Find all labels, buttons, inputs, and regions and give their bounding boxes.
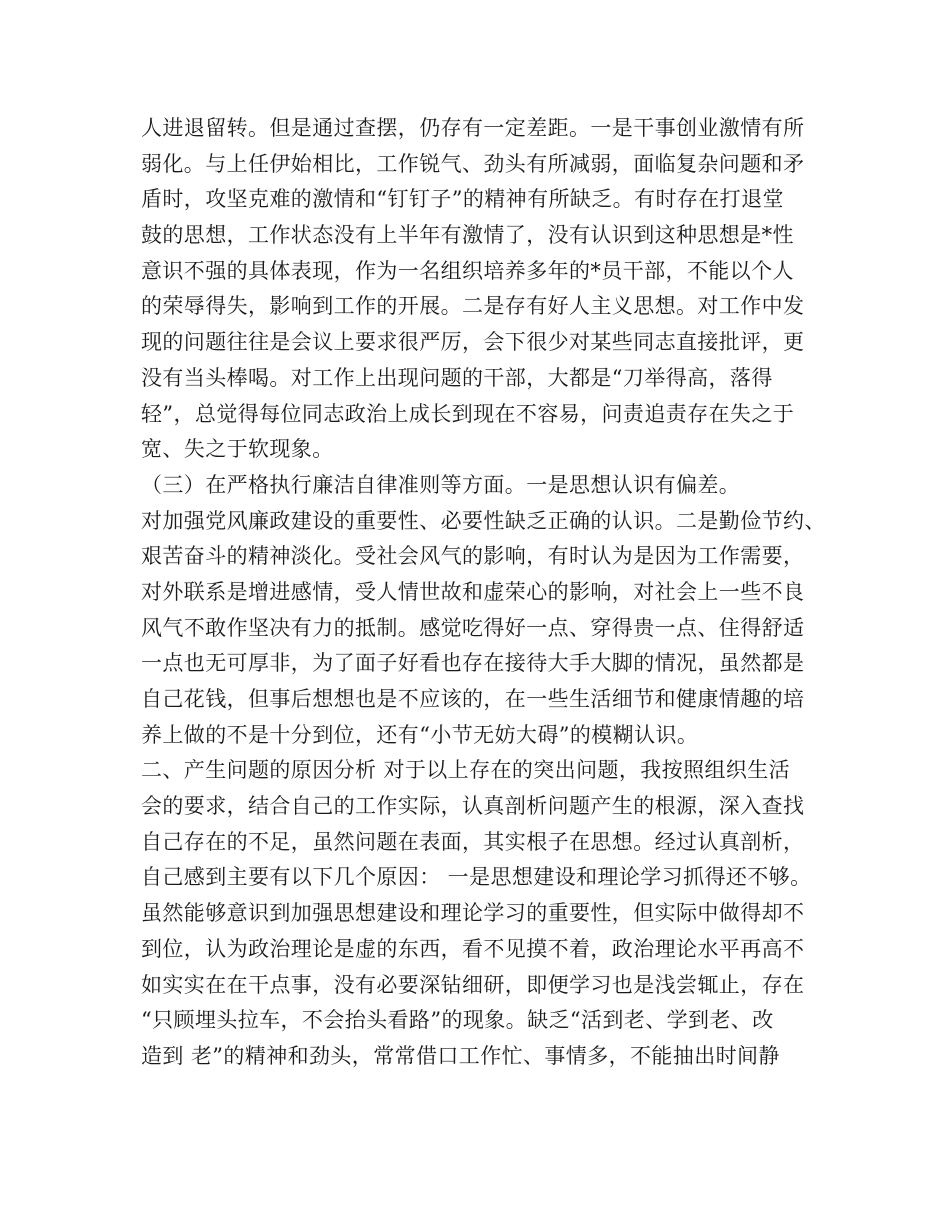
- text-line-17: 自己花钱，但事后想想也是不应该的，在一些生活细节和健康情趣的培: [141, 687, 805, 711]
- text-line-20: 会的要求，结合自己的工作实际，认真剖析问题产生的根源，深入查找: [141, 794, 805, 819]
- text-line-23: 虽然能够意识到加强思想建设和理论学习的重要性，但实际中做得却不: [141, 901, 805, 926]
- text-line-27: 造到 老”的精神和劲头，常常借口工作忙、事情多，不能抽出时间静: [141, 1043, 780, 1068]
- text-line-7: 现的问题往往是会议上要求很严厉，会下很少对某些同志直接批评，更: [141, 330, 805, 355]
- text-line-1: 人进退留转。但是通过查摆，仍存有一定差距。一是干事创业激情有所: [141, 116, 805, 140]
- text-line-14: 对外联系是增进感情，受人情世故和虚荣心的影响，对社会上一些不良: [141, 579, 805, 604]
- text-line-22: 自己感到主要有以下几个原因： 一是思想建设和理论学习抓得还不够。: [141, 865, 812, 890]
- text-line-24: 到位，认为政治理论是虚的东西，看不见摸不着，政治理论水平再高不: [141, 936, 805, 961]
- text-line-3: 盾时，攻坚克难的激情和“钉钉子”的精神有所缺乏。有时存在打退堂: [141, 187, 784, 212]
- text-line-26: “只顾埋头拉车，不会抬头看路”的现象。缺乏“活到老、学到老、改: [141, 1008, 774, 1033]
- text-line-4: 鼓的思想，工作状态没有上半年有激情了，没有认识到这种思想是*性: [141, 223, 794, 248]
- section-heading-2: 二、产生问题的原因分析 对于以上存在的突出问题，我按照组织生活: [141, 758, 791, 783]
- text-line-6: 的荣辱得失，影响到工作的开展。二是存有好人主义思想。对工作中发: [141, 294, 805, 319]
- text-line-5: 意识不强的具体表现，作为一名组织培养多年的*员干部，不能以个人: [141, 258, 794, 283]
- text-line-18: 养上做的不是十分到位，还有“小节无妨大碍”的模糊认识。: [141, 722, 699, 747]
- text-line-25: 如实实在在干点事，没有必要深钻细研，即便学习也是浅尝辄止，存在: [141, 972, 805, 997]
- text-line-21: 自己存在的不足，虽然问题在表面，其实根子在思想。经过认真剖析，: [141, 829, 805, 854]
- body-text: [141, 111, 841, 1075]
- text-line-15: 风气不敢作坚决有力的抵制。感觉吃得好一点、穿得贵一点、住得舒适: [141, 615, 805, 640]
- text-line-16: 一点也无可厚非，为了面子好看也存在接待大手大脚的情况，虽然都是: [141, 651, 805, 676]
- text-line-10: 宽、失之于软现象。: [141, 437, 334, 462]
- text-line-13: 艰苦奋斗的精神淡化。受社会风气的影响，有时认为是因为工作需要，: [141, 544, 805, 569]
- text-line-9: 轻”，总觉得每位同志政治上成长到现在不容易，问责追责存在失之于: [141, 401, 795, 426]
- text-line-8: 没有当头棒喝。对工作上出现问题的干部，大都是“刀举得高，落得: [141, 365, 773, 390]
- text-line-2: 弱化。与上任伊始相比，工作锐气、劲头有所减弱，面临复杂问题和矛: [141, 151, 805, 176]
- text-line-12: 对加强党风廉政建设的重要性、必要性缺乏正确的认识。二是勤俭节约、: [141, 508, 826, 533]
- section-heading-3: （三）在严格执行廉洁自律准则等方面。一是思想认识有偏差。: [141, 472, 741, 497]
